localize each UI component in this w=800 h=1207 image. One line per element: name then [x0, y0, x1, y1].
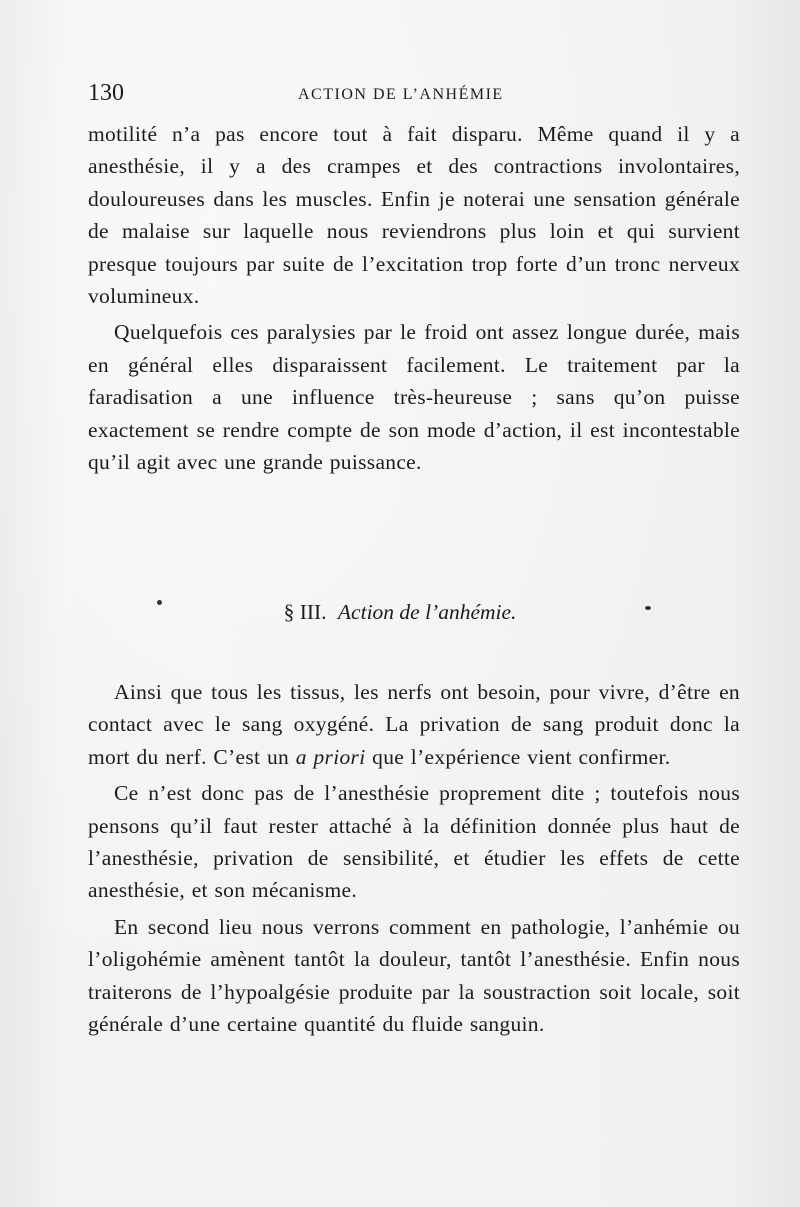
- page-number: 130: [88, 80, 124, 106]
- section-number: § III.: [283, 600, 327, 624]
- paragraph-cold-paralysis: Quelquefois ces paralysies par le froid ont assez longue durée, mais en général elles disparaissent facilement. Le traitement par la faradisation a une influence très-heureuse ; sans qu’on puisse exactement se rendre compte de son mode d’action, il est incontestable qu’il agit avec une grande puissance.: [88, 320, 740, 475]
- ink-speck-mark: [645, 606, 651, 610]
- page-header: [88, 80, 738, 110]
- emphasis-text: a priori: [295, 744, 366, 769]
- paragraph-continuation: motilité n’a pas encore tout à fait disparu. Même quand il y a anesthésie, il y a des crampes et des contractions involontaires, douloureuses dans les muscles. Enfin je noterai une sensation générale de malaise sur laquelle nous reviendrons plus loin et qui survient presque toujours par suite de l’excitation trop forte d’un tronc nerveux volumineux.: [88, 122, 740, 309]
- paragraph-pathology: En second lieu nous verrons comment en pathologie, l’anhémie ou l’oligohémie amènent tantôt la douleur, tantôt l’anesthésie. Enfin nous traiterons de l’hypoalgésie produite par la soustraction soit locale, soit générale d’une certaine quantité du fluide sanguin.: [88, 914, 740, 1037]
- body-text-bottom: [88, 676, 740, 1044]
- body-text-top: [88, 118, 740, 482]
- paragraph-text: Ainsi que tous les tissus, les nerfs ont besoin, pour vivre, d’être en contact avec le sang oxygéné. La privation de sang produit donc la mort du nerf. C’est un: [88, 680, 740, 769]
- paragraph-definition: Ce n’est donc pas de l’anesthésie proprement dite ; toutefois nous pensons qu’il faut rester attaché à la définition donnée plus haut de l’anesthésie, privation de sensibilité, et étudier les effets de cette anesthésie, et son mécanisme.: [88, 781, 740, 903]
- running-title: ACTION DE L’ANHÉMIE: [298, 86, 504, 103]
- paragraph-text: que l’expérience vient confirmer.: [372, 744, 671, 769]
- section-title: Action de l’anhémie.: [337, 600, 517, 624]
- paragraph-anhemia-intro: [88, 676, 740, 773]
- ink-speck-mark: [157, 600, 162, 605]
- section-heading: [0, 600, 800, 625]
